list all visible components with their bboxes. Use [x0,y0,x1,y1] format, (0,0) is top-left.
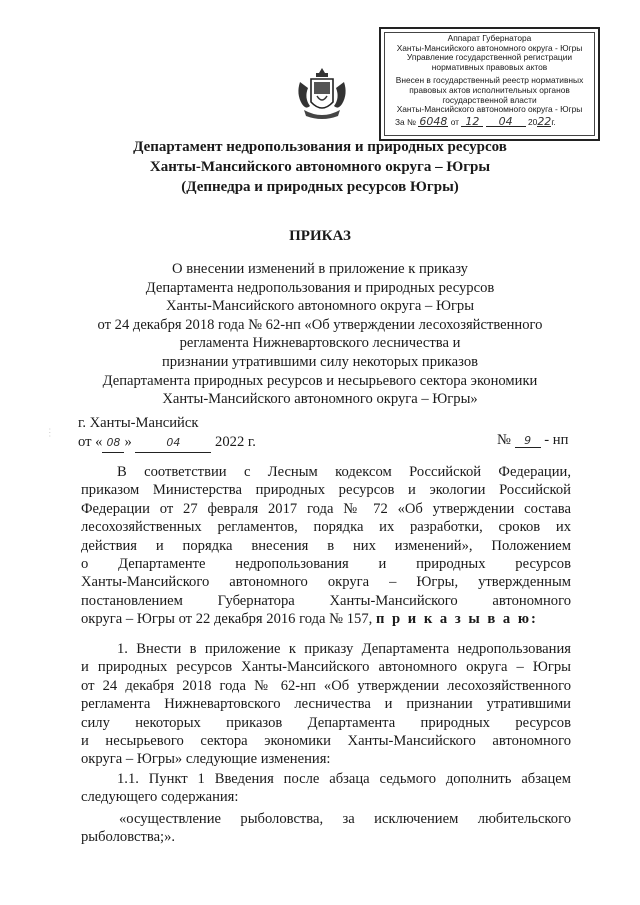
item-1-1 [81,770,571,807]
dept-line-1: Департамент недропользования и природных ресурсов [133,139,507,155]
city: г. Ханты-Мансийск [78,415,199,431]
preamble-last-line: округа – Югры от 22 декабря 2016 года № 157, п р и к а з ы в а ю: [81,611,538,628]
order-day: 08 [102,433,124,453]
subject-line: Ханты-Мансийского автономного округа – Югры [165,298,475,315]
stamp-line: государственной власти [442,94,537,105]
item-1-line: и природных ресурсов Ханты-Мансийского автономного округа – Югры [81,659,571,676]
preamble [81,463,571,629]
quote-line: рыболовства;». [81,829,176,846]
subject-line: О внесении изменений в приложение к приказу [172,261,468,277]
dept-line-3: (Депнедра и природных ресурсов Югры) [181,179,459,195]
stamp-reg-month: 04 [486,117,526,128]
place-date [78,414,256,453]
stamp-reg-number-value: 6048 [419,114,448,128]
preamble-line: В соответствии с Лесным кодексом Российской Федерации, [117,464,571,480]
preamble-line: приказом Министерства природных ресурсов и экологии Российской [81,482,571,499]
order-date: от « 08 » 04 2022 г. [78,433,256,453]
doc-subject [0,260,640,409]
item-1 [81,640,571,769]
stamp-line: Аппарат Губернатора [447,33,532,43]
stamp-reg-number: За № 6048 от 12 04 2022г. [395,114,556,128]
preamble-line: лесохозяйственных регламентов, порядка их разработки, сроков их [81,519,571,536]
coat-of-arms-icon [292,64,352,124]
subject-line: признании утратившими силу некоторых приказов [161,353,479,370]
stamp-line: Ханты-Мансийского автономного округа - Югры [396,104,583,115]
stamp-line: Ханты-Мансийского автономного округа - Югры [396,42,583,53]
subject-line: регламента Нижневартовского лесничества и [179,335,461,352]
preamble-line: действия и порядка внесения в них изменений», Положением [81,537,571,554]
subject-line: Департамента недропользования и природных ресурсов [145,279,495,296]
order-month: 04 [135,433,211,453]
doc-title: ПРИКАЗ [289,228,351,244]
order-word: п р и к а з ы в а ю: [375,611,538,628]
stamp-line: Внесен в государственный реестр нормативных [395,75,584,86]
order-number-value: 9 [515,434,541,448]
order-year: 2022 г. [215,434,256,450]
quote [81,810,571,847]
item-1-line: и несырьевого сектора экономики Ханты-Мансийского автономного [81,733,571,750]
quote-line: «осуществление рыболовства, за исключением любительского [119,811,571,827]
margin-mark: · · · [46,428,52,437]
stamp-line: Управление государственной регистрации [406,52,573,63]
dept-line-2: Ханты-Мансийского автономного округа – Югры [149,159,491,175]
registration-stamp [379,27,600,141]
item-1-line: регламента Нижневартовского лесничества и признании утратившими [81,696,571,713]
preamble-line: Федерации от 27 февраля 2017 года № 72 «Об утверждении состава [81,500,571,517]
stamp-line: нормативных правовых актов [431,61,548,72]
stamp-reg-day: 12 [461,117,483,128]
preamble-line: о Департаменте недропользования и природных ресурсов [81,556,571,573]
stamp-reg-year: 22 [537,114,552,128]
subject-line: Ханты-Мансийского автономного округа – Югры» [162,391,478,408]
order-number: № 9 - нп [497,432,569,448]
stamp-line: правовых актов исполнительных органов [409,84,570,95]
item-1-1-line: 1.1. Пункт 1 Введения после абзаца седьмого дополнить абзацем [117,771,571,787]
item-1-line: от 24 декабря 2018 года № 62-нп «Об утверждении лесохозяйственного [81,677,571,694]
preamble-line: Ханты-Мансийского автономного округа – Югры, утвержденным [81,574,571,591]
preamble-line: постановлением Губернатора Ханты-Мансийского автономного [81,592,571,609]
subject-line: от 24 декабря 2018 года № 62-нп «Об утверждении лесохозяйственного [97,316,543,333]
item-1-line: 1. Внести в приложение к приказу Департамента недропользования [117,641,571,657]
item-1-line: округа – Югры» следующие изменения: [81,751,331,768]
item-1-1-line: следующего содержания: [81,789,239,806]
subject-line: Департамента природных ресурсов и несырьевого сектора экономики [102,372,538,389]
item-1-line: силу некоторых приказов Департамента природных ресурсов [81,714,571,731]
